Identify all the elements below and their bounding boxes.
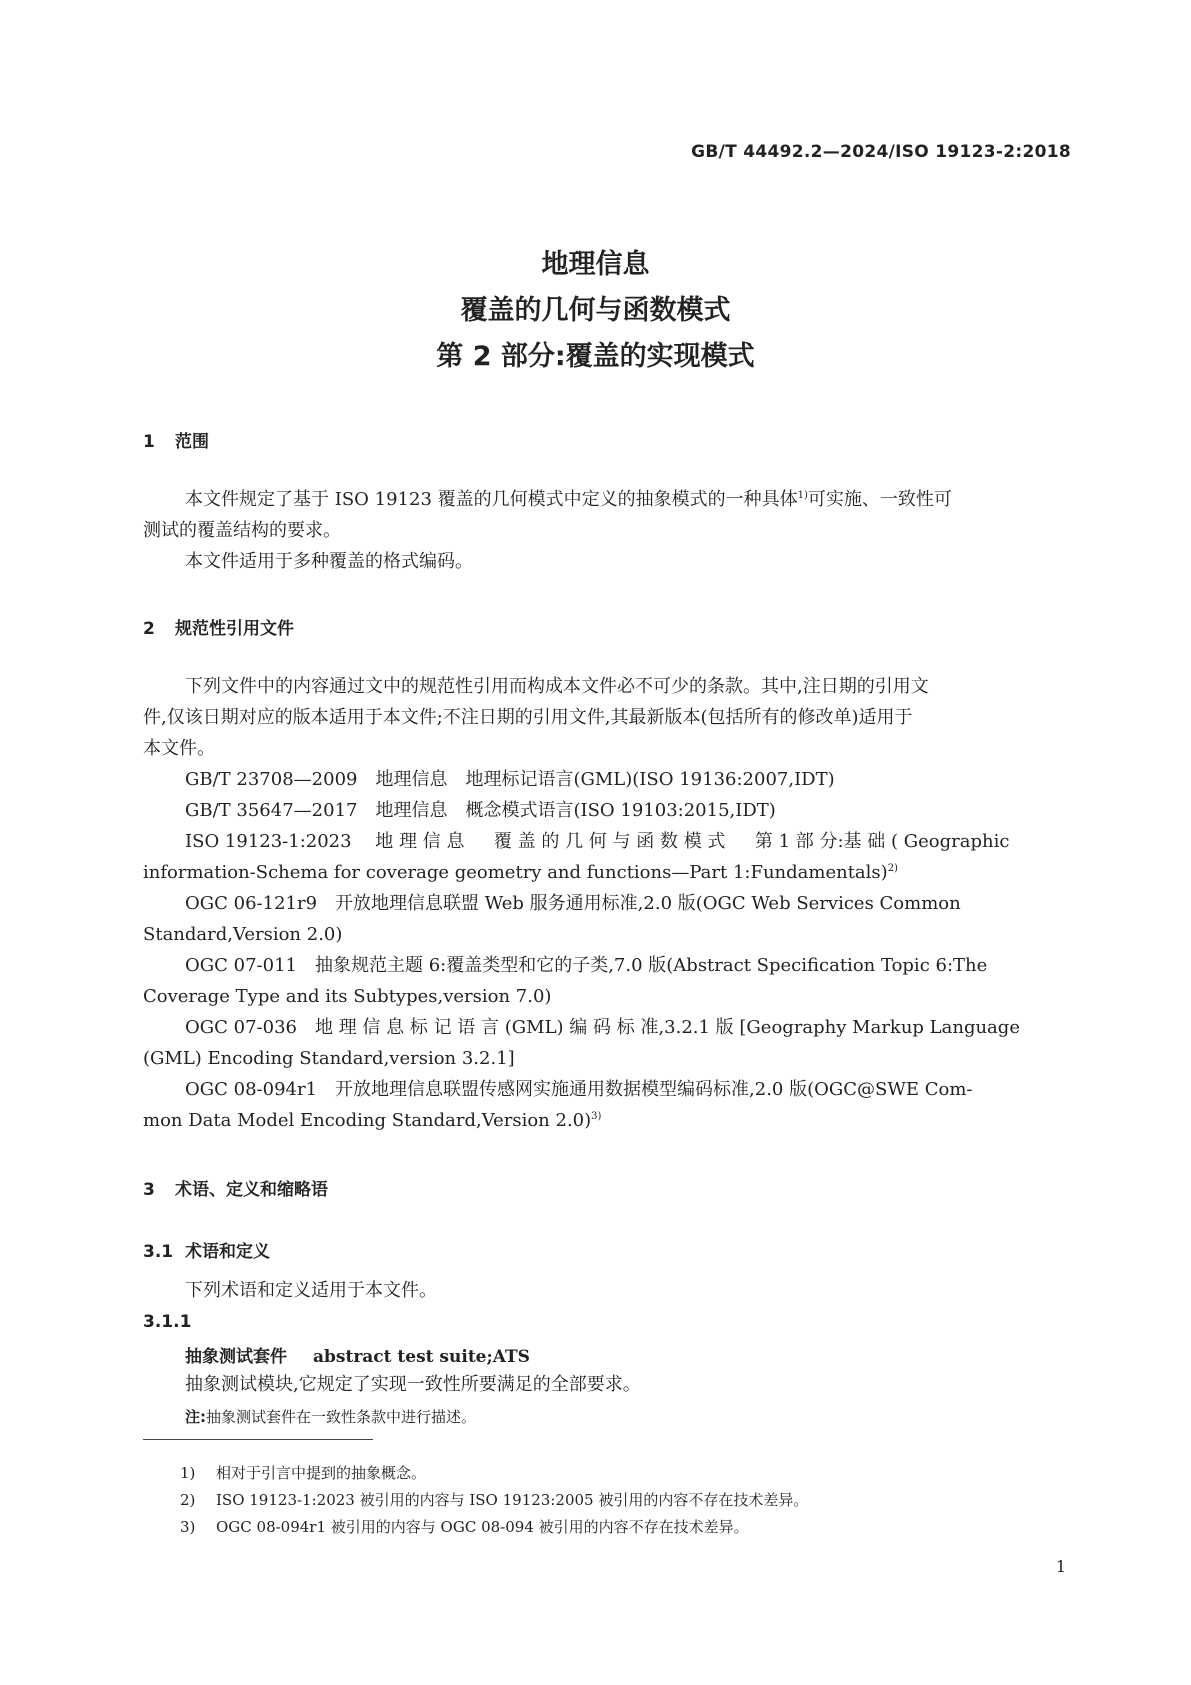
- footnote-number: 1): [180, 1464, 196, 1482]
- section-2-heading: [143, 614, 294, 639]
- term-chinese: 抽象测试套件: [185, 1347, 287, 1367]
- reference-entry: OGC 08-094r1 开放地理信息联盟传感网实施通用数据模型编码标准,2.0 版(OGC@SWE Com-: [185, 1079, 973, 1100]
- section-number: 1: [143, 432, 155, 452]
- term-note: [185, 1406, 476, 1427]
- reference-entry: GB/T 35647—2017 地理信息 概念模式语言(ISO 19103:2015,IDT): [185, 800, 776, 821]
- section-1-heading: [143, 427, 209, 452]
- scope-text: 本文件规定了基于 ISO 19123 覆盖的几何模式中定义的抽象模式的一种具体: [185, 489, 798, 510]
- reference-entry-cont: Coverage Type and its Subtypes,version 7.0): [143, 986, 552, 1007]
- section-title: 术语、定义和缩略语: [175, 1180, 328, 1200]
- title-line-1: 地理信息: [541, 249, 650, 280]
- reference-entry: OGC 07-036 地 理 信 息 标 记 语 言 (GML) 编 码 标 准,3.2.1 版 [Geography Markup Language: [185, 1017, 1020, 1038]
- term-definition: 抽象测试模块,它规定了实现一致性所要满足的全部要求。: [185, 1374, 641, 1395]
- section-title: 规范性引用文件: [175, 619, 294, 639]
- footnote: [180, 1487, 808, 1514]
- scope-text: 可实施、一致性可: [807, 489, 952, 510]
- section-3-heading: [143, 1175, 328, 1200]
- refs-intro-line-2: 件,仅该日期对应的版本适用于本文件;不注日期的引用文件,其最新版本(包括所有的修改单)适用于: [143, 707, 913, 728]
- term-english: abstract test suite;ATS: [313, 1347, 530, 1367]
- reference-entry: GB/T 23708—2009 地理信息 地理标记语言(GML)(ISO 19136:2007,IDT): [185, 769, 835, 790]
- refs-intro-line-3: 本文件。: [143, 738, 215, 759]
- footnote-text: 相对于引言中提到的抽象概念。: [216, 1464, 427, 1482]
- standard-code: GB/T 44492.2—2024/ISO 19123-2:2018: [691, 142, 1071, 162]
- reference-entry: OGC 07-011 抽象规范主题 6:覆盖类型和它的子类,7.0 版(Abstract Specification Topic 6:The: [185, 955, 988, 976]
- reference-text: information-Schema for coverage geometry and functions—Part 1:Fundamentals): [143, 862, 888, 883]
- note-label: 注:: [185, 1408, 206, 1426]
- reference-text: mon Data Model Encoding Standard,Version 2.0): [143, 1110, 592, 1131]
- footnote: [180, 1514, 749, 1541]
- reference-entry-cont: [143, 857, 898, 888]
- footnote-text: ISO 19123-1:2023 被引用的内容与 ISO 19123:2005 被引用的内容不存在技术差异。: [216, 1491, 809, 1509]
- section-number: 3: [143, 1180, 155, 1200]
- footnote: [180, 1460, 426, 1487]
- page-number: 1: [1055, 1557, 1066, 1576]
- refs-intro-line-1: 下列文件中的内容通过文中的规范性引用而构成本文件必不可少的条款。其中,注日期的引用文: [185, 676, 929, 697]
- section-title: 范围: [175, 432, 209, 452]
- footnote-ref: 1): [797, 490, 808, 501]
- footnote-ref: 3): [591, 1111, 602, 1122]
- footnote-divider: [143, 1439, 373, 1440]
- scope-para-1-line-2: 测试的覆盖结构的要求。: [143, 520, 341, 541]
- scope-para-1-line-1: [185, 484, 952, 515]
- title-line-3: 第 2 部分:覆盖的实现模式: [436, 341, 755, 372]
- subsection-3-1-heading: [143, 1237, 270, 1262]
- reference-entry: OGC 06-121r9 开放地理信息联盟 Web 服务通用标准,2.0 版(OGC Web Services Common: [185, 893, 961, 914]
- section-number: 2: [143, 619, 155, 639]
- note-text: 抽象测试套件在一致性条款中进行描述。: [206, 1408, 477, 1426]
- footnote-number: 3): [180, 1518, 196, 1536]
- document-title: [0, 242, 1191, 380]
- reference-entry-cont: [143, 1105, 601, 1136]
- footnote-ref: 2): [887, 863, 898, 874]
- terms-intro: 下列术语和定义适用于本文件。: [185, 1280, 437, 1301]
- scope-para-2: 本文件适用于多种覆盖的格式编码。: [185, 551, 473, 572]
- reference-entry-cont: Standard,Version 2.0): [143, 924, 343, 945]
- term-entry: [185, 1342, 530, 1367]
- footnote-text: OGC 08-094r1 被引用的内容与 OGC 08-094 被引用的内容不存在技术差异。: [216, 1518, 749, 1536]
- subsection-title: 术语和定义: [185, 1242, 270, 1262]
- reference-entry-cont: (GML) Encoding Standard,version 3.2.1]: [143, 1048, 515, 1069]
- title-line-2: 覆盖的几何与函数模式: [460, 295, 731, 326]
- term-number: 3.1.1: [143, 1312, 192, 1332]
- reference-entry: ISO 19123-1:2023 地 理 信 息 覆 盖 的 几 何 与 函 数 模 式 第 1 部 分:基 础 ( Geographic: [185, 831, 1010, 852]
- footnote-number: 2): [180, 1491, 196, 1509]
- subsection-number: 3.1: [143, 1242, 174, 1262]
